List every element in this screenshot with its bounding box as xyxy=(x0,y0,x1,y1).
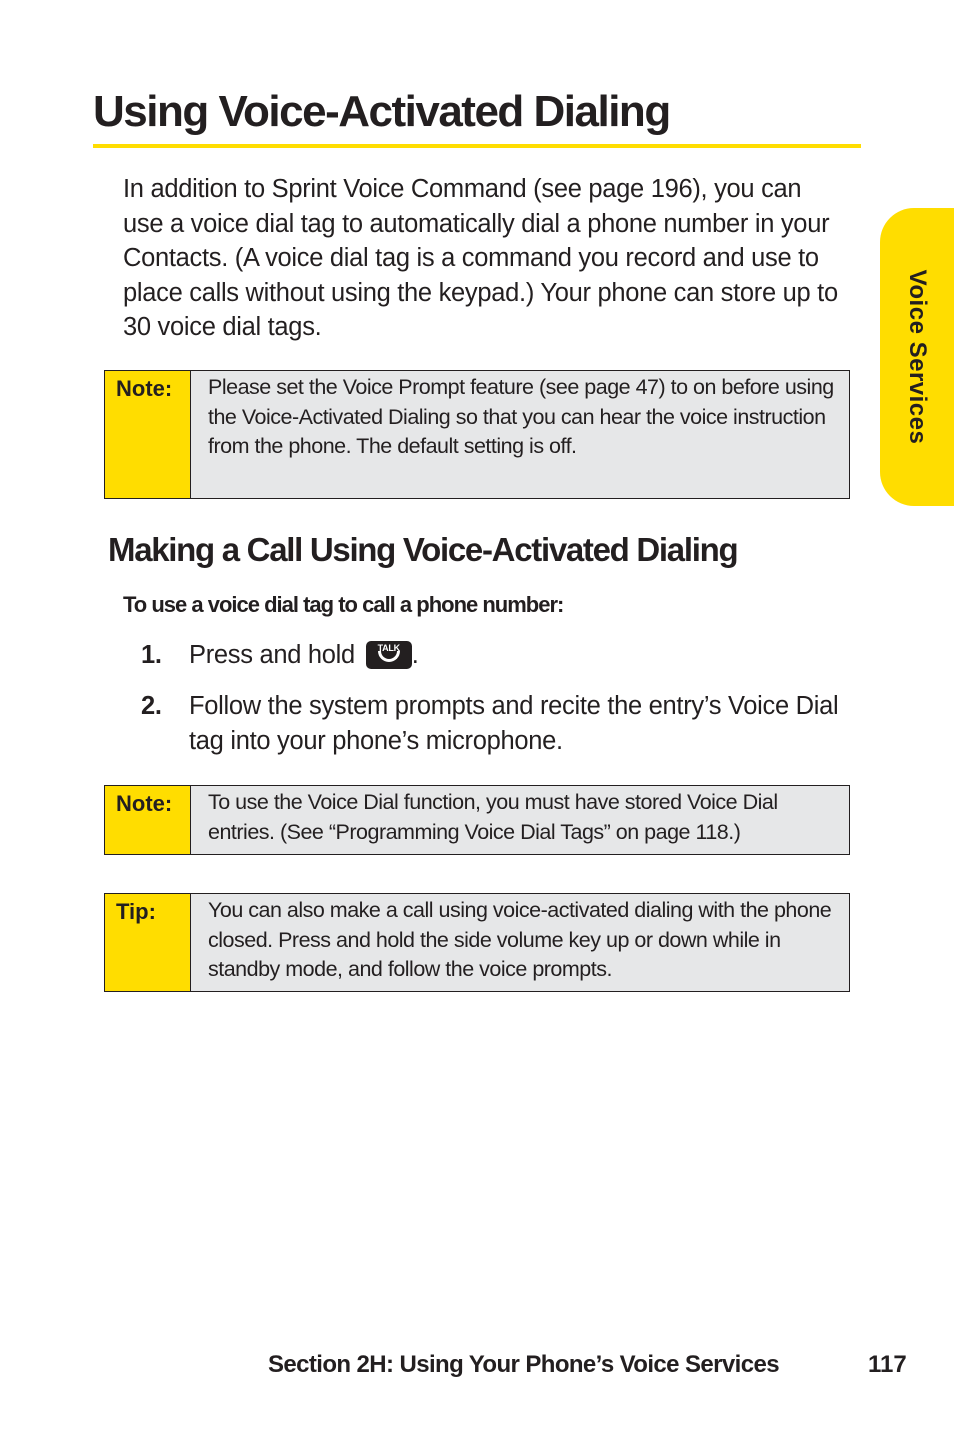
note-callout-2 xyxy=(104,785,850,855)
side-tab-label: Voice Services xyxy=(904,269,931,445)
title-rule xyxy=(93,144,861,148)
note-text: Please set the Voice Prompt feature (see page 47) to on before using the Voice-Activated Dialing so that you can hear the voice instruction from the phone. The default setting is off. xyxy=(208,375,834,459)
tip-text: You can also make a call using voice-activated dialing with the phone closed. Press and hold the side volume key up or down while in standby mode, and follow the voice prompts. xyxy=(208,898,832,982)
note-label: Note: xyxy=(105,786,191,854)
note-callout-1 xyxy=(104,370,850,499)
note-text: To use the Voice Dial function, you must have stored Voice Dial entries. (See “Programming Voice Dial Tags” on page 118.) xyxy=(208,790,778,844)
intro-paragraph: In addition to Sprint Voice Command (see page 196), you can use a voice dial tag to automatically dial a phone number in your Contacts. (A voice dial tag is a command you record and use to place calls without using the keypad.) Your phone can store up to 30 voice dial tags. xyxy=(123,175,838,342)
procedure-heading: To use a voice dial tag to call a phone number: xyxy=(123,592,564,617)
step-text: Press and hold TALK . xyxy=(189,641,419,669)
note-label: Note: xyxy=(105,371,191,498)
talk-key-label: TALK xyxy=(377,643,400,653)
step-number: 2. xyxy=(141,692,162,720)
talk-key-icon xyxy=(366,641,412,669)
tip-label: Tip: xyxy=(105,894,191,991)
step-number: 1. xyxy=(141,641,162,669)
side-tab xyxy=(880,208,954,506)
step-text: Follow the system prompts and recite the entry’s Voice Dial tag into your phone’s microphone. xyxy=(189,692,839,755)
page-number: 117 xyxy=(868,1351,907,1378)
page-title: Using Voice-Activated Dialing xyxy=(93,87,670,136)
handset-curve xyxy=(378,651,400,662)
tip-callout xyxy=(104,893,850,992)
step-1 xyxy=(141,638,853,673)
footer-section-title: Section 2H: Using Your Phone’s Voice Services xyxy=(268,1351,779,1378)
step-2 xyxy=(141,689,853,759)
section-heading: Making a Call Using Voice-Activated Dialing xyxy=(108,531,738,568)
